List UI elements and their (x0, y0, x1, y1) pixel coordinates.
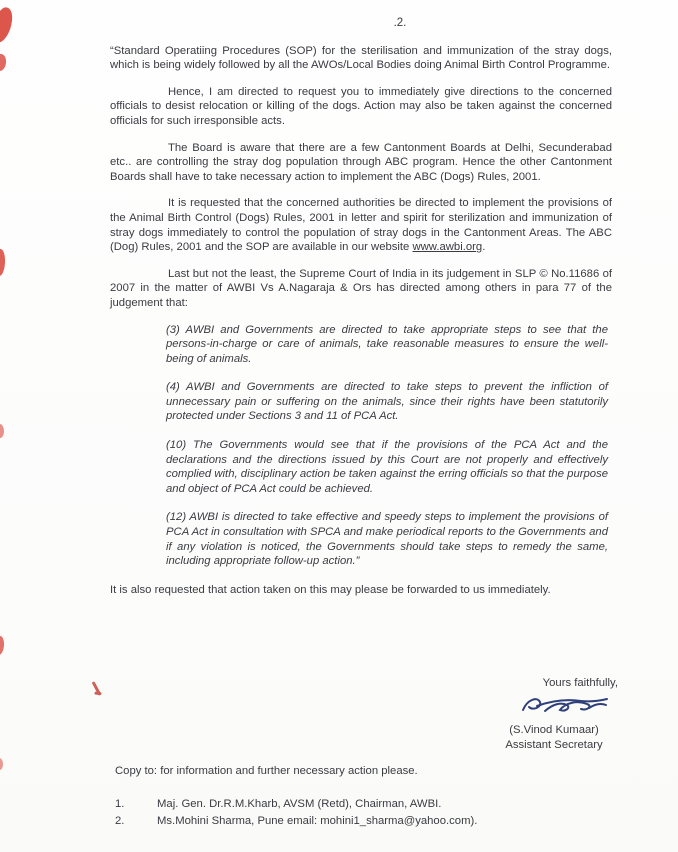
paragraph-sop: “Standard Operatiing Procedures (SOP) for the sterilisation and immunization of the stray dogs, which is being widely followed by all the AWOs/Local Bodies doing Animal Birth Control Programme. (110, 44, 612, 72)
signature-block (488, 676, 620, 753)
signature-scribble (506, 692, 620, 723)
copy-item-text: Ms.Mohini Sharma, Pune email: mohini1_sharma@yahoo.com). (157, 815, 478, 827)
copy-item-number: 2. (115, 815, 125, 827)
paragraph-abc-rules-end: . (482, 241, 486, 254)
paragraph-abc-rules-text: It is requested that the concerned authorities be directed to implement the provisions of the Animal Birth Control (Dogs) Rules, 2001 in letter and spirit for sterilization and immunization of stray dogs immediately to control the population of stray dogs in the Cantonment Areas. The ABC (Dog) Rules, 2001 and the SOP are available in our website (110, 197, 612, 254)
paragraph-supreme-court: Last but not the least, the Supreme Court of India in its judgement in SLP © No.11686 of 2007 in the matter of AWBI Vs A.Nagaraja & Ors has directed among others in para 77 of the judgement that: (110, 267, 612, 309)
signatory-name: (S.Vinod Kumaar) (509, 724, 599, 736)
quote-para-4: (4) AWBI and Governments are directed to take steps to prevent the infliction of unnecessary pain or suffering on the animals, since their rights have been statutorily protected under Sections 3 and 11 of PCA Act. (166, 381, 608, 423)
signatory-title: Assistant Secretary (505, 739, 603, 751)
copy-to-heading: Copy to: for information and further necessary action please. (115, 765, 418, 777)
scan-artifact-red-mark (0, 53, 7, 72)
page-number: .2. (393, 17, 407, 29)
paragraph-abc-rules (110, 196, 612, 254)
scan-artifact-red-mark (0, 5, 16, 44)
awbi-website-link[interactable]: www.awbi.org (412, 241, 483, 254)
valediction: Yours faithfully, (542, 677, 618, 689)
closing-request-line: It is also requested that action taken on this may please be forwarded to us immediately. (110, 583, 551, 596)
paragraph-directions-request: Hence, I am directed to request you to immediately give directions to the concerned officials to desist relocation or killing of the dogs. Action may also be taken against the concerned officials for such irresponsible acts. (110, 85, 612, 127)
copy-item (115, 797, 595, 812)
copy-to-section (115, 764, 595, 831)
quote-para-3: (3) AWBI and Governments are directed to take appropriate steps to see that the persons-in-charge or care of animals, take reasonable measures to ensure the well-being of animals. (166, 323, 608, 365)
copy-item (115, 814, 595, 829)
scan-artifact-red-mark (0, 758, 3, 770)
letter-body (110, 16, 612, 597)
quote-para-10: (10) The Governments would see that if the provisions of the PCA Act and the declarations and the directions issued by this Court are not properly and effectively complied with, disciplinary action be taken against the erring officials so that the purpose and object of PCA Act could be achieved. (166, 439, 608, 495)
copy-item-number: 1. (115, 798, 125, 810)
red-pen-tick-mark (92, 681, 102, 696)
copy-item-text: Maj. Gen. Dr.R.M.Kharb, AVSM (Retd), Chairman, AWBI. (157, 798, 442, 810)
scan-artifact-red-mark (0, 424, 4, 438)
paragraph-cantonment-boards: The Board is aware that there are a few Cantonment Boards at Delhi, Secunderabad etc.. are controlling the stray dog population through ABC program. Hence the other Cantonment Boards shall have to take necessary action to implement the ABC (Dogs) Rules, 2001. (110, 141, 612, 183)
scan-artifact-red-mark (0, 636, 5, 656)
quote-para-12: (12) AWBI is directed to take effective and speedy steps to implement the provisions of PCA Act in consultation with SPCA and make periodical reports to the Governments and if any violation is noticed, the Governments should take steps to remedy the same, including appropriate follow-up action.” (166, 511, 608, 568)
judgement-quotes-block (166, 323, 608, 569)
scan-artifact-red-mark (0, 249, 6, 277)
